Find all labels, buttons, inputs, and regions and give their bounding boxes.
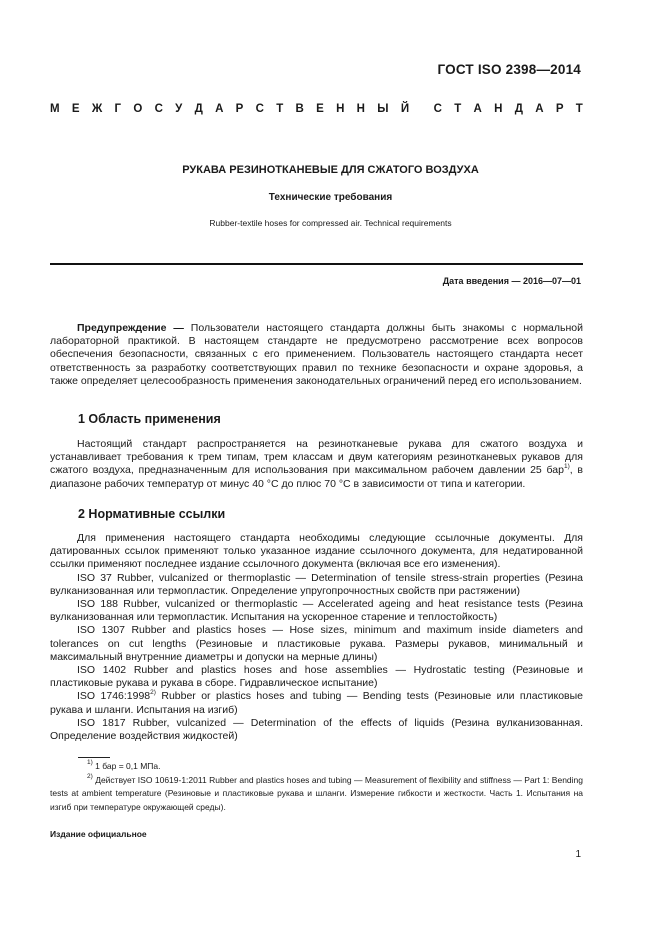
banner-letter: Т (276, 103, 284, 115)
document-code: ГОСТ ISO 2398—2014 (437, 62, 581, 77)
reference-code: ISO 1746:1998 (77, 690, 151, 703)
banner-letter: Ы (377, 103, 389, 115)
banner-letter: Н (336, 103, 345, 115)
footnotes (50, 760, 583, 814)
footnote-mark: 1) (87, 759, 93, 766)
reference-item (50, 690, 583, 716)
banner-letter: Н (494, 103, 503, 115)
reference-item: ISO 1307 Rubber and plastics hoses — Hose sizes, minimum and maximum inside diameters and tolerances on cut lengths (Резиновые и пластиковые рукава. Размеры рукавов, минимальный и максимальный внутренние диаметры и допуски на мерные длины) (50, 624, 583, 663)
footnote-text: Действует ISO 10619-1:2011 Rubber and plastics hoses and tubing — Measurement of flexibility and stiffness — Part 1: Bending tests at ambient temperature (Резиновые и пластиковые рукава и шланги. Измерение гибкости и жесткости. Часть 1. Испытания на изгиб при температуре окружающей среды). (50, 774, 583, 812)
banner-letter: А (215, 103, 224, 115)
title-divider (50, 263, 583, 265)
banner-letter: С (255, 103, 264, 115)
section-2-heading: 2 Нормативные ссылки (78, 507, 226, 521)
banner-letter: А (535, 103, 544, 115)
section-2-intro: Для применения настоящего стандарта необходимы следующие ссылочные документы. Для датированных ссылок применяют только указанное издание ссылочного документа, для недатированной ссылки применяют последнее издание ссылочного документа (включая все его изменения). (50, 532, 583, 571)
banner-letter: М (50, 103, 60, 115)
reference-item: ISO 1817 Rubber, vulcanized — Determination of the effects of liquids (Резина вулканизованная. Определение воздействия жидкостей) (50, 716, 583, 743)
banner-letter: В (295, 103, 304, 115)
section-1-paragraph (50, 438, 583, 491)
document-subtitle: Технические требования (268, 192, 393, 203)
warning-paragraph (50, 322, 583, 388)
footnote-2 (50, 774, 583, 815)
banner-letter: Ж (91, 103, 103, 115)
section-1-heading: 1 Область применения (78, 412, 221, 426)
footnote-ref: 1) (563, 463, 570, 471)
english-title: Rubber-textile hoses for compressed air. Technical requirements (209, 218, 452, 228)
banner-letter: Т (575, 103, 583, 115)
banner-letter: Г (114, 103, 122, 115)
banner-letter: Й (400, 103, 410, 115)
banner-letter: Т (454, 103, 462, 115)
banner-letter: О (133, 103, 143, 115)
official-edition-label: Издание официальное (50, 829, 147, 839)
warning-label: Предупреждение — (77, 322, 184, 334)
document-title: РУКАВА РЕЗИНОТКАНЕВЫЕ ДЛЯ СЖАТОГО ВОЗДУХА (182, 164, 479, 176)
reference-item: ISO 37 Rubber, vulcanized or thermoplastic — Determination of tensile stress-strain properties (Резина вулканизованная или термопластик. Определение упругопрочностных свойств при растяжении) (50, 571, 583, 597)
introduction-date: Дата введения — 2016—07—01 (442, 276, 581, 286)
banner-letter: Н (356, 103, 365, 115)
banner-letter: Е (71, 103, 80, 115)
banner-letter: Д (514, 103, 523, 115)
section-2-body (50, 532, 583, 743)
banner-letter: Р (555, 103, 564, 115)
scope-text: Настоящий стандарт распространяется на резинотканевые рукава для сжатого воздуха и устанавливает требования к трем типам, трем классам и двум категориям резинотканевых рукавов для сжатого воздуха, предназначенным для использования при максимальном рабочем давлении 25 бар (50, 438, 583, 477)
reference-item: ISO 1402 Rubber and plastics hoses and hose assemblies — Hydrostatic testing (Резиновые и пластиковые рукава и рукава в сборе. Гидравлическое испытание) (50, 664, 583, 690)
footnote-text: 1 бар = 0,1 МПа. (92, 761, 161, 771)
reference-item: ISO 188 Rubber, vulcanized or thermoplastic — Accelerated ageing and heat resistance tests (Резина вулканизованная или термопластик. Испытания на ускоренное старение и теплостойкость) (50, 598, 583, 624)
footnote-ref: 2) (150, 689, 156, 697)
banner-letter: Д (194, 103, 203, 115)
banner-letter: У (175, 103, 183, 115)
banner-letter: Е (316, 103, 324, 115)
banner-letter: А (473, 103, 482, 115)
footnote-divider (78, 757, 110, 758)
banner-letter: Р (235, 103, 244, 115)
scope-text-cont: , в диапазоне рабочих температур от минус 40 °С до плюс 70 °С в зависимости от типа и категории. (50, 464, 584, 490)
warning-text: Пользователи настоящего стандарта должны быть знакомы с нормальной лабораторной практикой. В настоящем стандарте не предусмотрено рассмотрение всех вопросов обеспечения безопасности, связанных с его применением. Пользователь настоящего стандарта несет ответственность за разработку соответствующих правил по технике безопасности и охране здоровья, а также определяет целесообразность применения законодательных ограничений перед его использованием. (50, 322, 583, 387)
reference-text: Rubber or plastics hoses and tubing — Bending tests (Резиновые или пластиковые рукава и шланги. Испытания на изгиб) (50, 690, 584, 716)
standard-type-banner (50, 103, 583, 115)
banner-letter: С (433, 103, 442, 115)
banner-letter: С (154, 103, 163, 115)
footnote-mark: 2) (87, 772, 93, 780)
footnote-1 (50, 760, 583, 774)
page-number: 1 (575, 849, 581, 860)
